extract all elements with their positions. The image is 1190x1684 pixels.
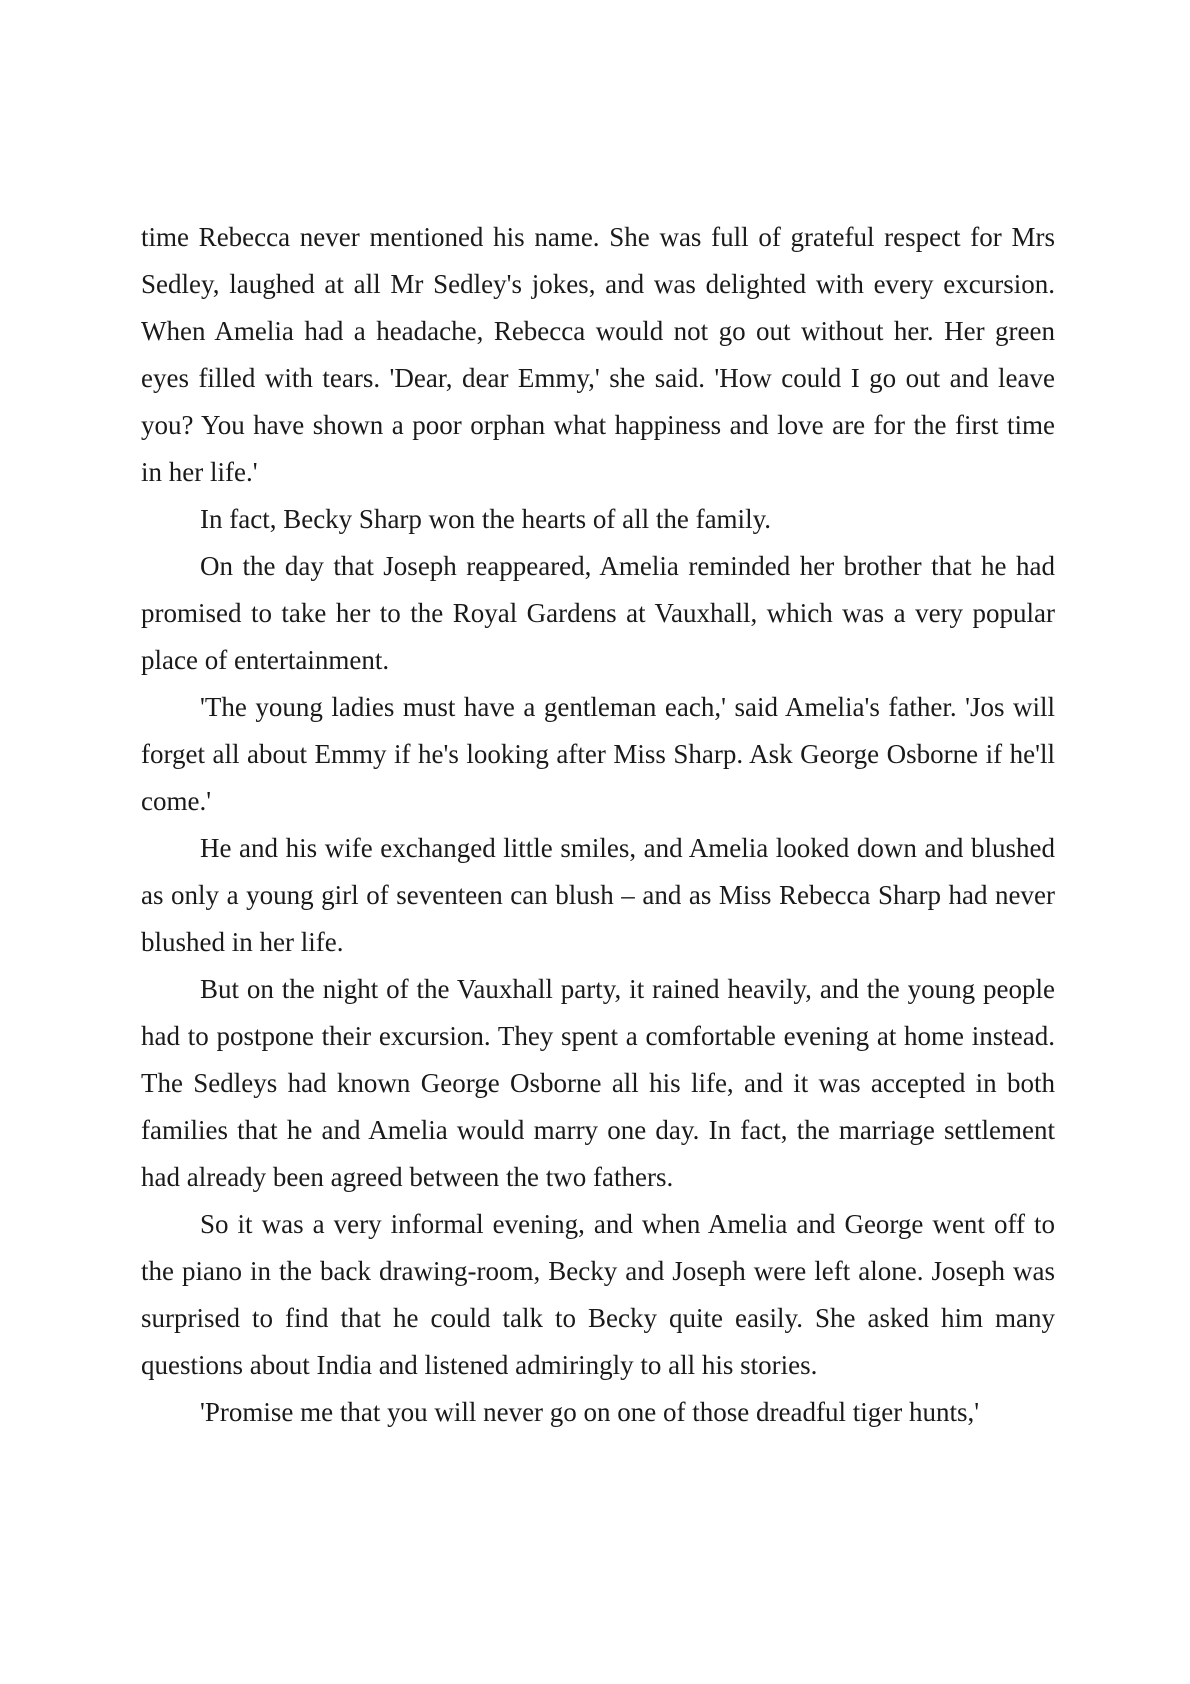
paragraph: 'The young ladies must have a gentleman each,' said Amelia's father. 'Jos will forget all about Emmy if he's looking after Miss Sharp. Ask George Osborne if he'll come.' [141,692,1055,816]
paragraph: In fact, Becky Sharp won the hearts of all the family. [200,504,772,534]
paragraph-continues: 'Promise me that you will never go on one of those dreadful tiger hunts,' [200,1397,980,1427]
paragraph: So it was a very informal evening, and when Amelia and George went off to the piano in the back drawing-room, Becky and Joseph were left alone. Joseph was surprised to find that he could talk to Becky quite easily. She asked him many questions about India and listened admiringly to all his stories. [141,1209,1055,1380]
paragraph: He and his wife exchanged little smiles, and Amelia looked down and blushed as only a young girl of seventeen can blush – and as Miss Rebecca Sharp had never blushed in her life. [141,833,1055,957]
paragraph: On the day that Joseph reappeared, Amelia reminded her brother that he had promised to take her to the Royal Gardens at Vauxhall, which was a very popular place of entertainment. [141,551,1055,675]
paragraph: But on the night of the Vauxhall party, it rained heavily, and the young people had to postpone their excursion. They spent a comfortable evening at home instead. The Sedleys had known George Osborne all his life, and it was accepted in both families that he and Amelia would marry one day. In fact, the marriage settlement had already been agreed between the two fathers. [141,974,1055,1192]
body-text [141,214,1055,1436]
paragraph-continued: time Rebecca never mentioned his name. She was full of grateful respect for Mrs Sedley, laughed at all Mr Sedley's jokes, and was delighted with every excursion. When Amelia had a headache, Rebecca would not go out without her. Her green eyes filled with tears. 'Dear, dear Emmy,' she said. 'How could I go out and leave you? You have shown a poor orphan what happiness and love are for the first time in her life.' [141,222,1055,487]
